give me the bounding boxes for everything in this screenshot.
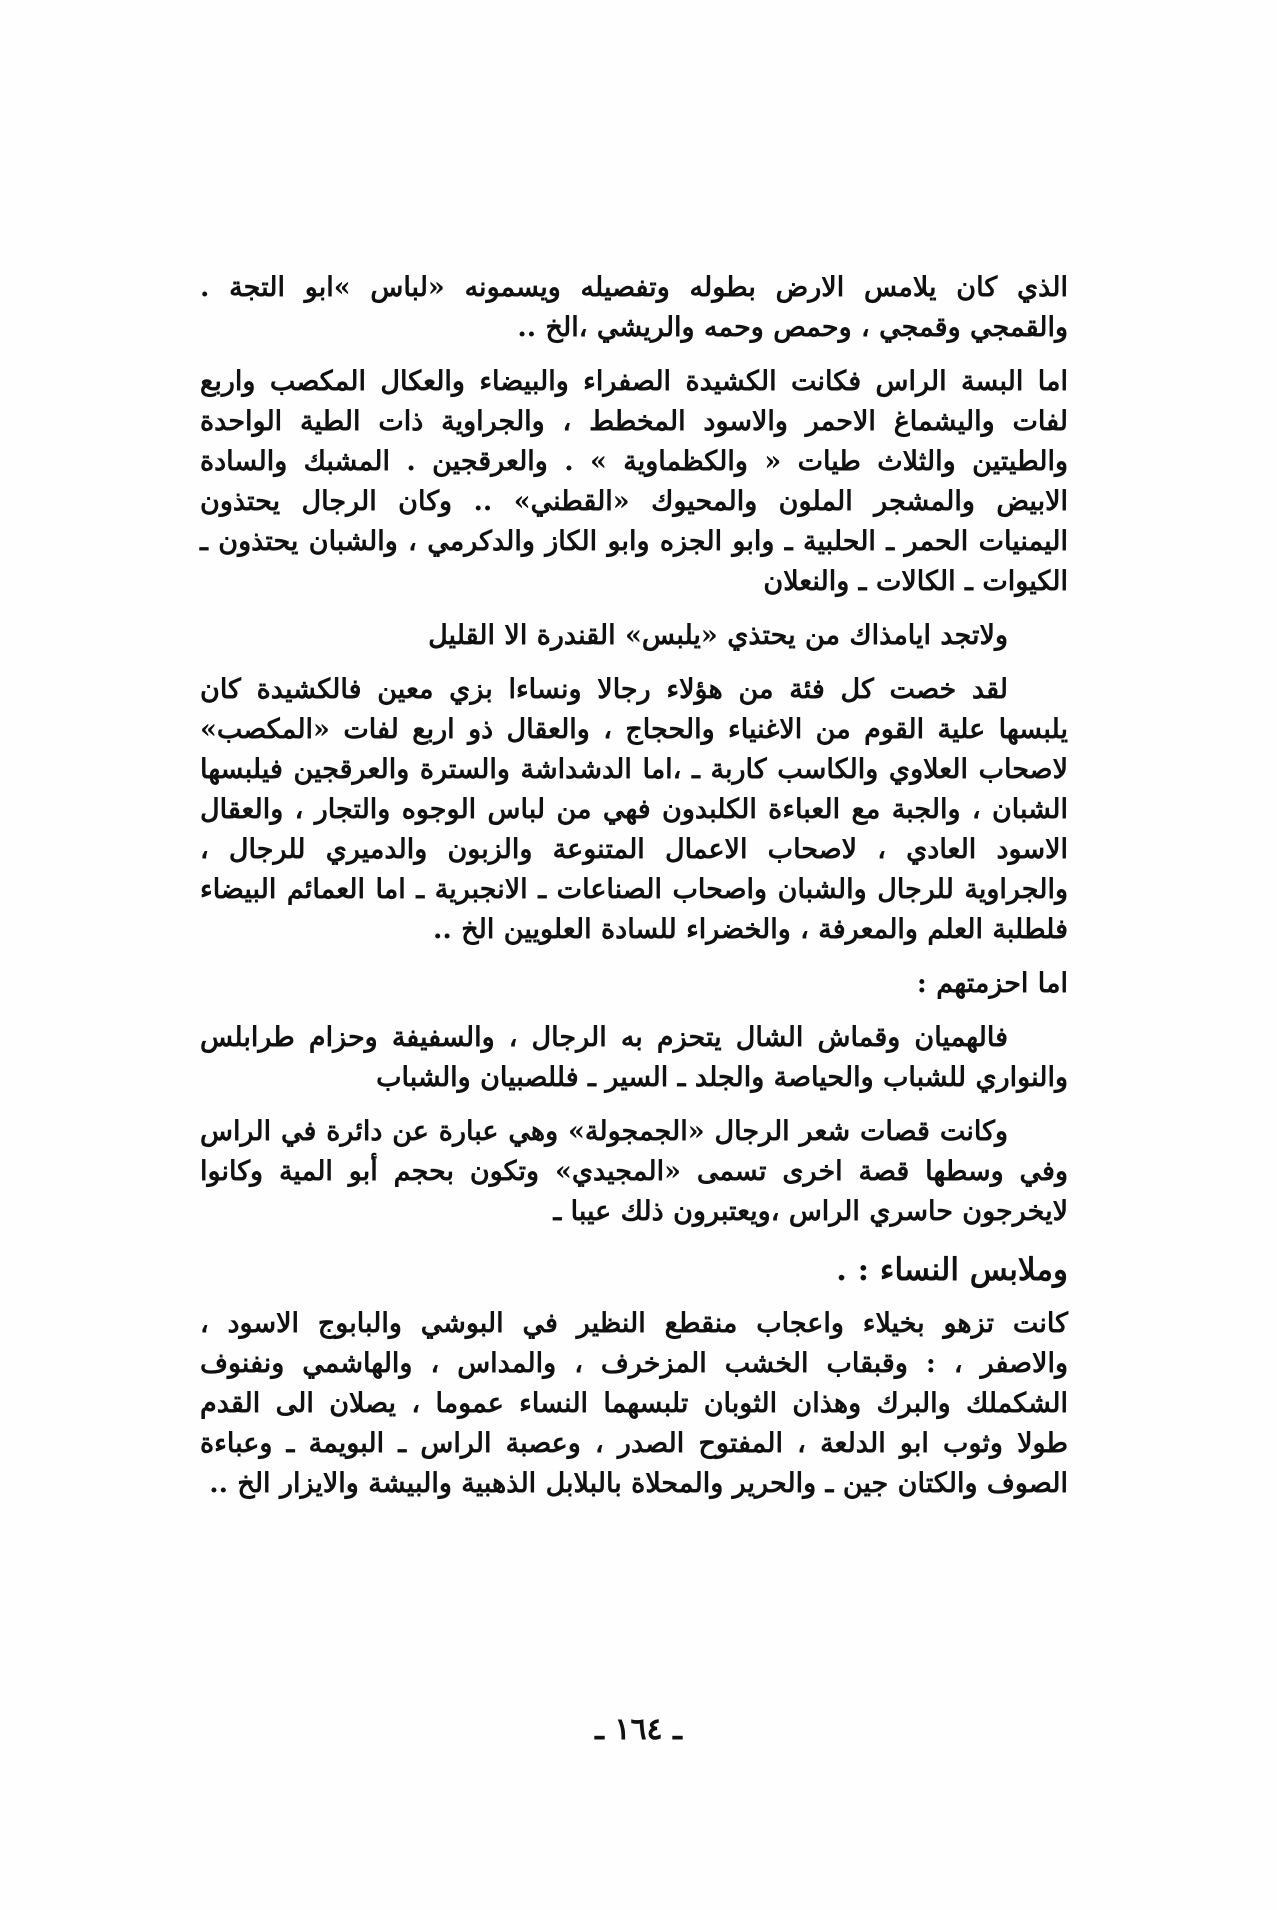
paragraph-womens-clothing: كانت تزهو بخيلاء واعجاب منقطع النظير في البوشي والبابوج الاسود ، والاصفر ، : وقبقاب الخشب المزخرف ، والمداس ، والهاشمي ونفنوف الشكملك والبرك وهذان الثوبان تلبسهما النساء عموما ، يصلان الى القدم طولا وثوب ابو الدلعة ، المفتوح الصدر ، وعصبة الراس ـ البويمة ـ وعباءة الصوف والكتان جين ـ والحرير والمحلاة بالبلابل الذهبية والبيشة والايزار الخ .. [200, 1308, 1068, 1499]
paragraph-shoes-note: ولاتجد ايامذاك من يحتذي «يلبس» القندرة الا القليل [428, 620, 1008, 651]
paragraph-headwear: اما البسة الراس فكانت الكشيدة الصفراء والبيضاء والعكال المكصب واربع لفات واليشماغ الاحمر والاسود المخطط ، والجراوية ذات الطية الواحدة والطيتين والثلاث طيات « والكظماوية » . والعرقجين . المشبك والسادة الابيض والمشجر الملون والمحيوك «القطني» .. وكان الرجال يحتذون اليمنيات الحمر ـ الحلبية ـ وابو الجزه وابو الكاز والدكرمي ، والشبان يحتذون ـ الكيوات ـ الكالات ـ والنعلان [200, 366, 1068, 597]
page-number: ـ ١٦٤ ـ [595, 1712, 682, 1747]
paragraph-belts-label: اما احزمتهم : [916, 968, 1068, 999]
section-heading-womens-clothing: وملابس النساء : . [836, 1252, 1068, 1288]
paragraph-classes: لقد خصت كل فئة من هؤلاء رجالا ونساءا بزي معين فالكشيدة كان يلبسها علية القوم من الاغنياء والحجاج ، والعقال ذو اربع لفات «المكصب» لاصحاب العلاوي والكاسب كاربة ـ ،اما الدشداشة والسترة والعرقجين فيلبسها الشبان ، والجبة مع العباءة الكلبدون فهي من لباس الوجوه والتجار ، والعقال الاسود العادي ، لاصحاب الاعمال المتنوعة والزبون والدميري للرجال ، والجراوية للرجال والشبان واصحاب الصناعات ـ الانجبرية ـ اما العمائم البيضاء فلطلبة العلم والمعرفة ، والخضراء للسادة العلويين الخ .. [200, 674, 1068, 945]
paragraph-1: الذي كان يلامس الارض بطوله وتفصيله ويسمونه «لباس »ابو التجة . والقمجي وقمجي ، وحمص وحمه والريشي ،الخ .. [200, 272, 1068, 343]
paragraph-haircuts: وكانت قصات شعر الرجال «الجمجولة» وهي عبارة عن دائرة في الراس وفي وسطها قصة اخرى تسمى «المجيدي» وتكون بحجم أبو المية وكانوا لايخرجون حاسري الراس ،ويعتبرون ذلك عيبا ـ [200, 1116, 1068, 1227]
body-text [200, 268, 1068, 1504]
paragraph-belts: فالهميان وقماش الشال يتحزم به الرجال ، والسفيفة وحزام طرابلس والنواري للشباب والحياصة والجلد ـ السير ـ فللصبيان والشباب [200, 1022, 1068, 1093]
